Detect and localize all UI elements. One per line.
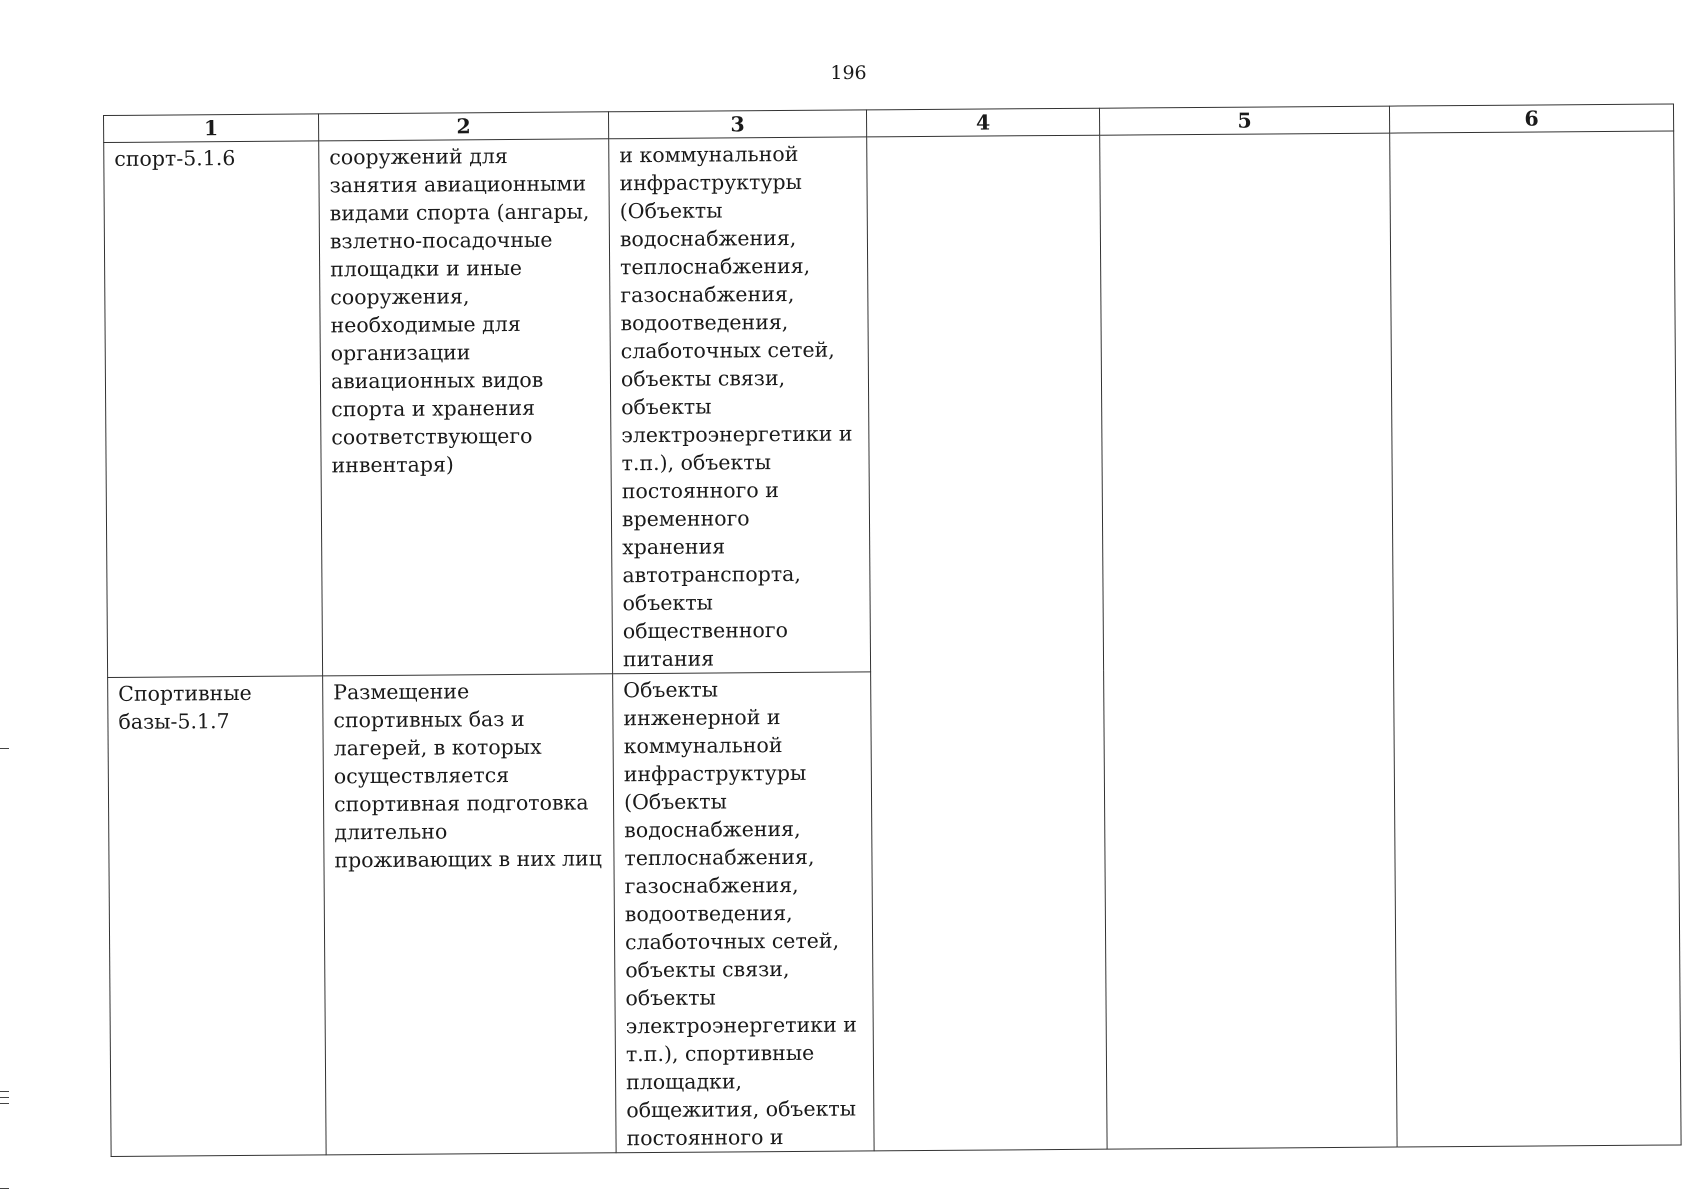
scan-margin-mark (0, 748, 9, 749)
scan-margin-mark (0, 1091, 9, 1092)
cell-auxiliary-uses: и коммунальной инфраструктуры (Объекты водоснабжения, теплоснабжения, газоснабжения, водоотведения, слаботочных сетей, объекты связи, объекты электроэнергетики и т.п.), объекты постоянного и временного хранения автотранспорта, объекты общественного питания (609, 137, 871, 674)
header-cell-1: 1 (104, 114, 319, 143)
header-cell-2: 2 (318, 112, 608, 141)
cell-description: Размещение спортивных баз и лагерей, в которых осуществляется спортивная подготовка длительно проживающих в них лиц (323, 674, 617, 1155)
header-cell-5: 5 (1099, 106, 1389, 135)
cell-col5-empty (1100, 133, 1397, 1149)
header-cell-3: 3 (608, 110, 866, 139)
cell-use-type: спорт-5.1.6 (104, 141, 323, 678)
page-number: 196 (830, 62, 867, 84)
cell-auxiliary-uses: Объекты инженерной и коммунальной инфраструктуры (Объекты водоснабжения, теплоснабжения, газоснабжения, водоотведения, слаботочных сетей, объекты связи, объекты электроэнергетики и т.п.), спортивные площадки, общежития, объекты постоянного и (613, 672, 875, 1153)
scan-margin-mark (0, 1188, 9, 1189)
cell-use-type: Спортивные базы-5.1.7 (108, 676, 327, 1157)
scan-margin-mark (0, 1103, 9, 1104)
cell-col4-empty (867, 135, 1107, 1151)
scan-margin-mark (0, 1097, 9, 1098)
header-cell-6: 6 (1389, 104, 1673, 133)
regulations-table (103, 103, 1682, 1156)
cell-description: сооружений для занятия авиационными видами спорта (ангары, взлетно-посадочные площадки и иные сооружения, необходимые для организации авиационных видов спорта и хранения соответствующего инвентаря) (319, 139, 613, 676)
cell-col6-empty (1390, 131, 1681, 1147)
header-cell-4: 4 (866, 108, 1099, 137)
table-row (104, 131, 1678, 677)
table-container (103, 103, 1680, 1151)
